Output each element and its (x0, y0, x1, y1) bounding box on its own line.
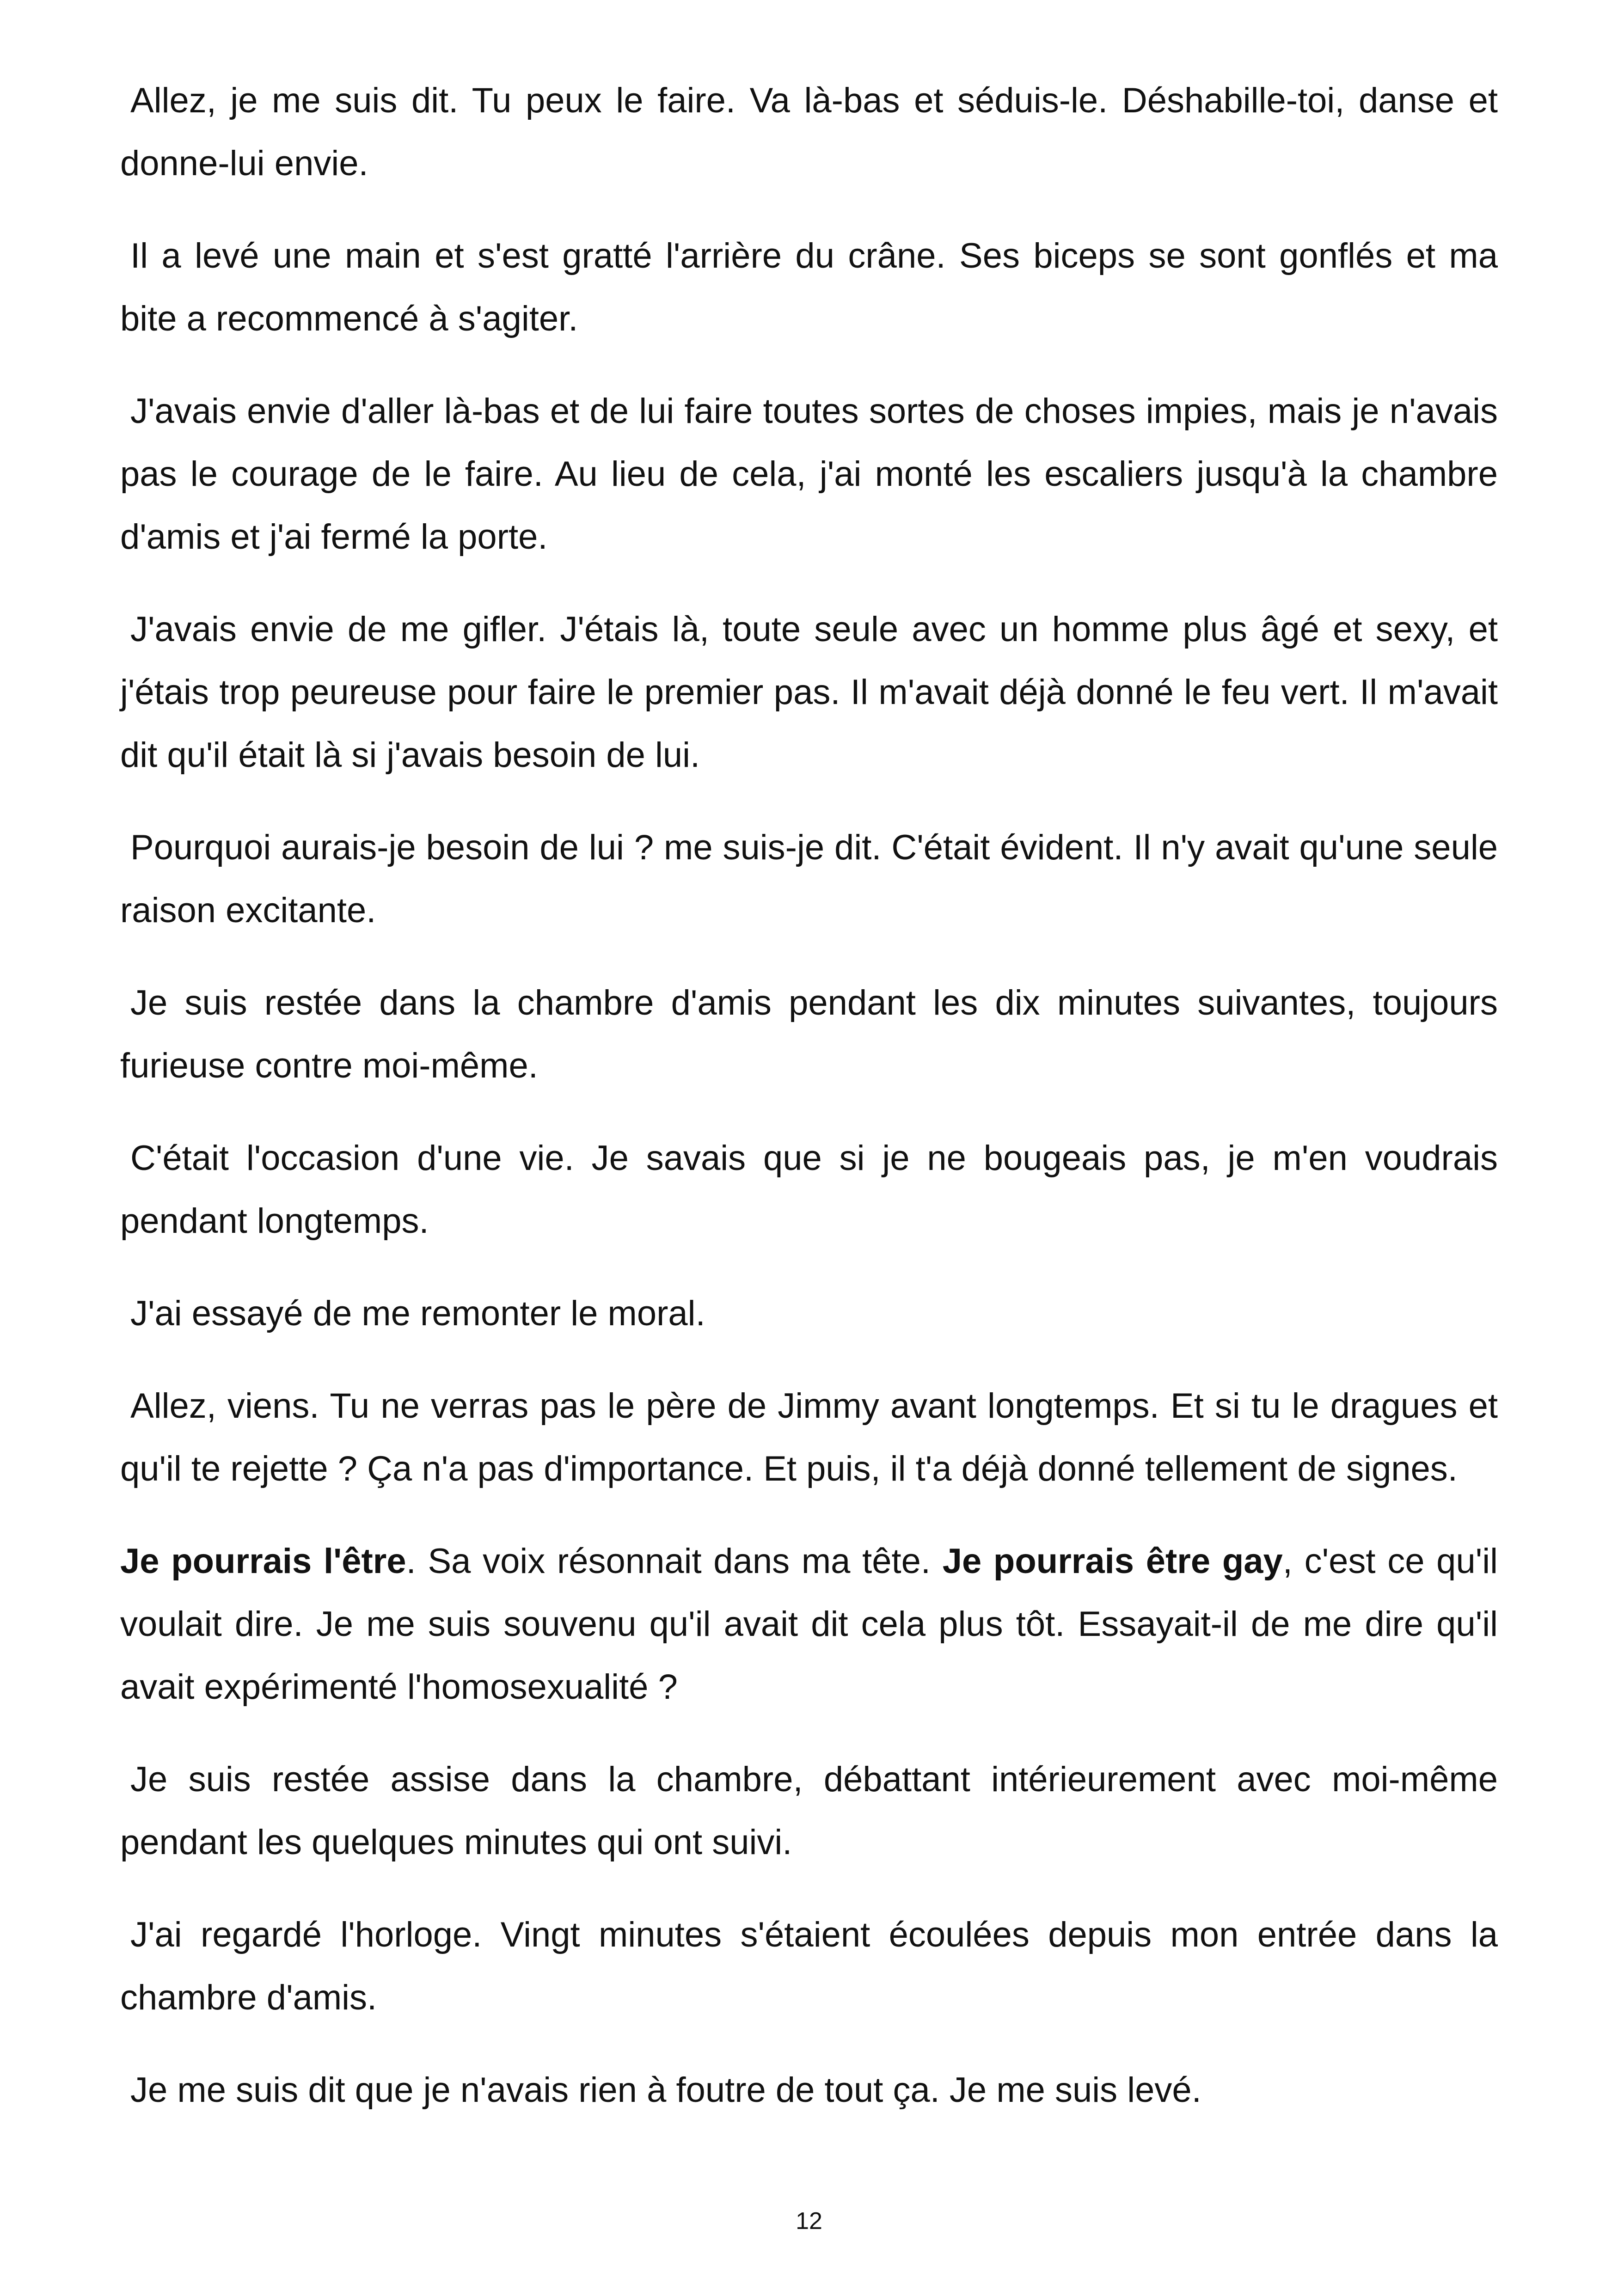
paragraph: J'avais envie d'aller là-bas et de lui faire toutes sortes de choses impies, mais je n'avais pas le courage de le faire. Au lieu de cela, j'ai monté les escaliers jusqu'à la chambre d'amis et j'ai fermé la porte. (120, 392, 1498, 557)
paragraph: C'était l'occasion d'une vie. Je savais que si je ne bougeais pas, je m'en voudrais pendant longtemps. (120, 1139, 1498, 1241)
paragraph: Allez, je me suis dit. Tu peux le faire. Va là-bas et séduis-le. Déshabille-toi, danse et donne-lui envie. (120, 81, 1498, 183)
paragraph: J'ai essayé de me remonter le moral. (130, 1294, 705, 1333)
paragraph: Il a levé une main et s'est gratté l'arrière du crâne. Ses biceps se sont gonflés et ma bite a recommencé à s'agiter. (120, 236, 1498, 338)
bold-phrase: Je pourrais être gay (942, 1542, 1283, 1581)
paragraph: J'ai regardé l'horloge. Vingt minutes s'étaient écoulées depuis mon entrée dans la chambre d'amis. (120, 1915, 1498, 2017)
paragraph: Je suis restée dans la chambre d'amis pendant les dix minutes suivantes, toujours furieuse contre moi-même. (120, 983, 1498, 1085)
paragraph: Allez, viens. Tu ne verras pas le père de Jimmy avant longtemps. Et si tu le dragues et qu'il te rejette ? Ça n'a pas d'importance. Et puis, il t'a déjà donné tellement de signes. (120, 1386, 1498, 1488)
paragraph: Je suis restée assise dans la chambre, débattant intérieurement avec moi-même pendant les quelques minutes qui ont suivi. (120, 1760, 1498, 1862)
paragraph: J'avais envie de me gifler. J'étais là, toute seule avec un homme plus âgé et sexy, et j'étais trop peureuse pour faire le premier pas. Il m'avait déjà donné le feu vert. Il m'avait dit qu'il était là si j'avais besoin de lui. (120, 610, 1498, 775)
paragraph: Pourquoi aurais-je besoin de lui ? me suis-je dit. C'était évident. Il n'y avait qu'une seule raison excitante. (120, 828, 1498, 930)
paragraph-text: . Sa voix résonnait dans ma tête. (406, 1542, 943, 1581)
paragraph-mixed-emphasis (120, 1530, 1498, 1719)
paragraph: Je me suis dit que je n'avais rien à foutre de tout ça. Je me suis levé. (130, 2070, 1201, 2110)
bold-phrase: Je pourrais l'être (120, 1542, 406, 1581)
paragraph-text: , c'est ce qu'il voulait dire. Je me suis souvenu qu'il avait dit cela plus tôt. Essayait-il de me dire qu'il avait expérimenté l'homosexualité ? (120, 1542, 1498, 1707)
page-number: 12 (796, 2208, 822, 2235)
document-page (120, 69, 1498, 2151)
